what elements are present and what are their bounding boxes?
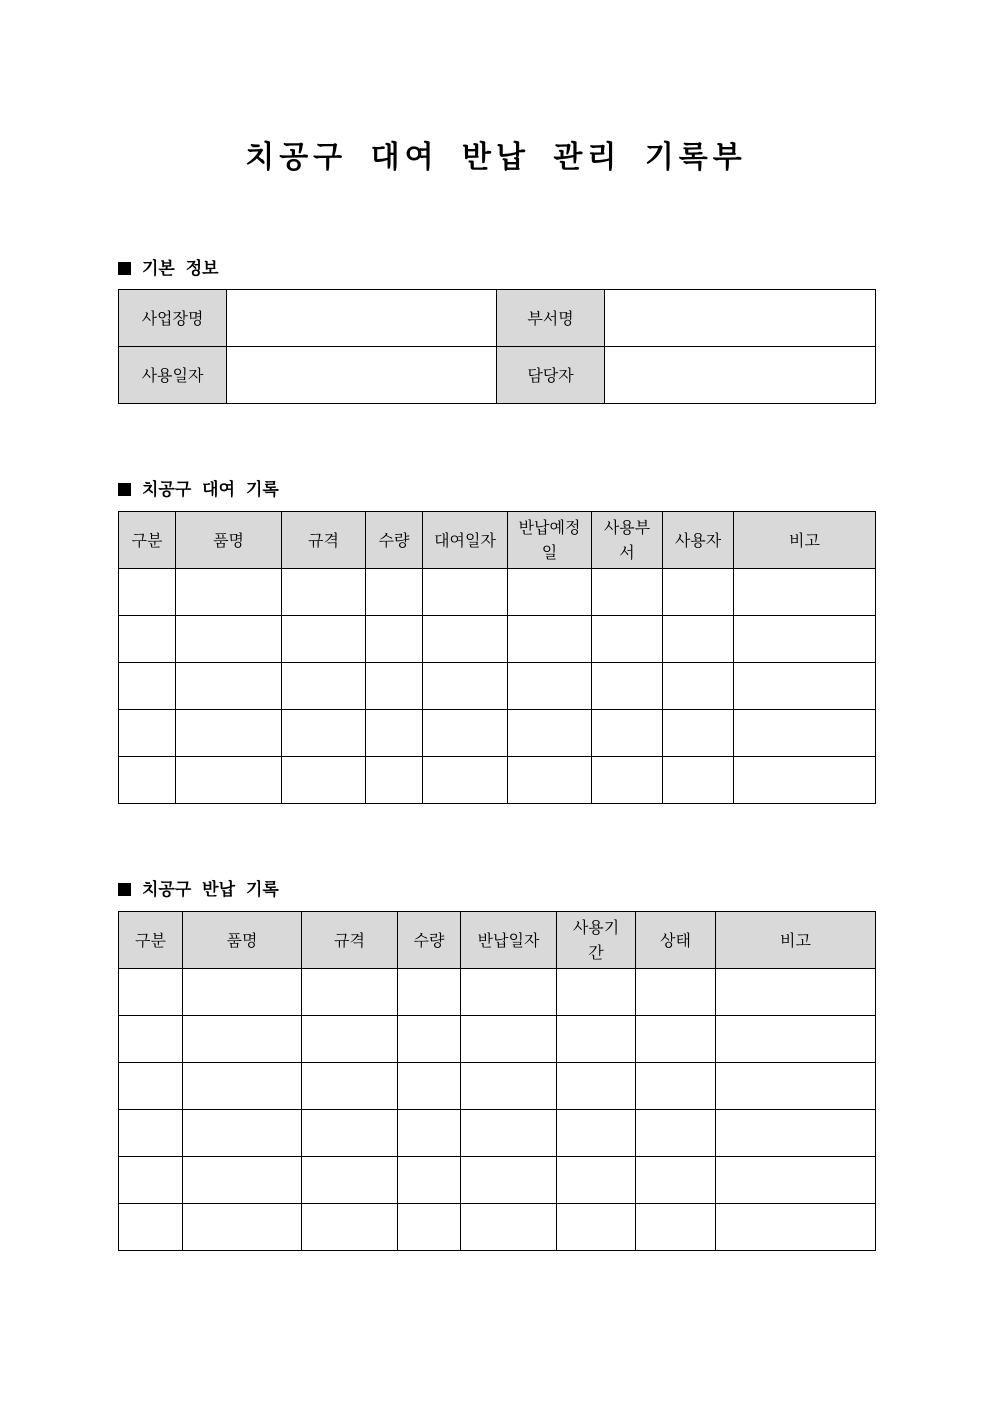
rental-cell[interactable] — [119, 757, 176, 804]
rental-cell[interactable] — [508, 757, 592, 804]
manager-label: 담당자 — [497, 347, 605, 404]
return-cell[interactable] — [557, 1063, 636, 1110]
return-cell[interactable] — [461, 1204, 557, 1251]
return-cell[interactable] — [119, 1157, 183, 1204]
return-row — [119, 1204, 876, 1251]
return-cell[interactable] — [183, 1016, 302, 1063]
rental-cell[interactable] — [592, 710, 663, 757]
rental-row — [119, 663, 876, 710]
rental-header-cell: 규격 — [282, 512, 366, 569]
return-cell[interactable] — [302, 1016, 398, 1063]
rental-cell[interactable] — [366, 616, 423, 663]
department-label: 부서명 — [497, 290, 605, 347]
rental-cell[interactable] — [119, 663, 176, 710]
department-field[interactable] — [605, 290, 876, 347]
rental-cell[interactable] — [176, 663, 282, 710]
section-heading-rental: 치공구 대여 기록 — [118, 475, 279, 500]
return-cell[interactable] — [398, 1110, 461, 1157]
rental-cell[interactable] — [423, 616, 508, 663]
return-cell[interactable] — [183, 1204, 302, 1251]
use-date-label: 사용일자 — [119, 347, 227, 404]
return-cell[interactable] — [183, 1157, 302, 1204]
rental-cell[interactable] — [592, 616, 663, 663]
section-heading-return: 치공구 반납 기록 — [118, 875, 279, 900]
rental-cell[interactable] — [508, 663, 592, 710]
return-cell[interactable] — [119, 969, 183, 1016]
return-cell[interactable] — [461, 969, 557, 1016]
rental-header-cell: 구분 — [119, 512, 176, 569]
return-cell[interactable] — [119, 1110, 183, 1157]
rental-cell[interactable] — [176, 757, 282, 804]
return-cell[interactable] — [398, 969, 461, 1016]
return-cell[interactable] — [716, 1063, 876, 1110]
rental-header-cell: 품명 — [176, 512, 282, 569]
rental-cell[interactable] — [366, 710, 423, 757]
return-row — [119, 1157, 876, 1204]
return-header-cell: 규격 — [302, 912, 398, 969]
manager-field[interactable] — [605, 347, 876, 404]
return-cell[interactable] — [716, 1157, 876, 1204]
rental-row — [119, 757, 876, 804]
return-cell[interactable] — [461, 1016, 557, 1063]
rental-cell[interactable] — [282, 757, 366, 804]
rental-cell[interactable] — [592, 569, 663, 616]
return-cell[interactable] — [302, 1110, 398, 1157]
rental-cell[interactable] — [592, 757, 663, 804]
return-cell[interactable] — [183, 1063, 302, 1110]
return-cell[interactable] — [302, 969, 398, 1016]
return-cell[interactable] — [636, 1204, 716, 1251]
return-cell[interactable] — [119, 1204, 183, 1251]
rental-header-cell: 비고 — [734, 512, 876, 569]
return-header-cell: 품명 — [183, 912, 302, 969]
return-header-cell: 상태 — [636, 912, 716, 969]
rental-cell[interactable] — [366, 569, 423, 616]
return-cell[interactable] — [302, 1157, 398, 1204]
return-cell[interactable] — [636, 1016, 716, 1063]
rental-cell[interactable] — [508, 616, 592, 663]
return-cell[interactable] — [119, 1016, 183, 1063]
return-cell[interactable] — [557, 1204, 636, 1251]
rental-cell[interactable] — [734, 757, 876, 804]
return-row — [119, 1110, 876, 1157]
return-header-cell: 사용기 간 — [557, 912, 636, 969]
rental-row — [119, 569, 876, 616]
return-cell[interactable] — [716, 1016, 876, 1063]
rental-cell[interactable] — [734, 616, 876, 663]
return-table — [118, 911, 876, 1251]
rental-header-cell: 사용부 서 — [592, 512, 663, 569]
rental-cell[interactable] — [423, 569, 508, 616]
return-row — [119, 1016, 876, 1063]
return-cell[interactable] — [302, 1063, 398, 1110]
return-cell[interactable] — [557, 1157, 636, 1204]
return-cell[interactable] — [716, 1204, 876, 1251]
return-cell[interactable] — [302, 1204, 398, 1251]
rental-header-cell: 수량 — [366, 512, 423, 569]
return-cell[interactable] — [636, 1063, 716, 1110]
rental-cell[interactable] — [734, 569, 876, 616]
rental-cell[interactable] — [282, 710, 366, 757]
square-bullet-icon — [118, 262, 131, 275]
rental-cell[interactable] — [366, 757, 423, 804]
rental-cell[interactable] — [119, 710, 176, 757]
rental-cell[interactable] — [176, 569, 282, 616]
rental-cell[interactable] — [282, 663, 366, 710]
return-cell[interactable] — [183, 1110, 302, 1157]
return-cell[interactable] — [398, 1063, 461, 1110]
return-header-cell: 비고 — [716, 912, 876, 969]
rental-cell[interactable] — [176, 710, 282, 757]
rental-cell[interactable] — [423, 757, 508, 804]
basic-info-table — [118, 289, 876, 404]
rental-cell[interactable] — [508, 710, 592, 757]
use-date-field[interactable] — [227, 347, 497, 404]
rental-cell[interactable] — [119, 569, 176, 616]
rental-cell[interactable] — [366, 663, 423, 710]
rental-row — [119, 616, 876, 663]
return-cell[interactable] — [398, 1016, 461, 1063]
return-cell[interactable] — [716, 1110, 876, 1157]
rental-cell[interactable] — [282, 616, 366, 663]
rental-header-cell: 대여일자 — [423, 512, 508, 569]
rental-cell[interactable] — [282, 569, 366, 616]
return-cell[interactable] — [636, 969, 716, 1016]
return-cell[interactable] — [716, 969, 876, 1016]
return-cell[interactable] — [398, 1157, 461, 1204]
return-cell[interactable] — [461, 1110, 557, 1157]
business-site-label: 사업장명 — [119, 290, 227, 347]
square-bullet-icon — [118, 883, 131, 896]
section-heading-basic: 기본 정보 — [118, 254, 219, 279]
rental-cell[interactable] — [663, 569, 734, 616]
rental-cell[interactable] — [734, 663, 876, 710]
rental-row — [119, 710, 876, 757]
rental-cell[interactable] — [663, 663, 734, 710]
return-cell[interactable] — [398, 1204, 461, 1251]
return-cell[interactable] — [183, 969, 302, 1016]
rental-cell[interactable] — [592, 663, 663, 710]
rental-table — [118, 511, 876, 804]
return-cell[interactable] — [636, 1157, 716, 1204]
rental-header-cell: 반납예정 일 — [508, 512, 592, 569]
rental-cell[interactable] — [119, 616, 176, 663]
square-bullet-icon — [118, 483, 131, 496]
rental-cell[interactable] — [423, 710, 508, 757]
rental-cell[interactable] — [663, 710, 734, 757]
return-cell[interactable] — [636, 1110, 716, 1157]
business-site-field[interactable] — [227, 290, 497, 347]
return-cell[interactable] — [557, 969, 636, 1016]
return-header-cell: 반납일자 — [461, 912, 557, 969]
rental-cell[interactable] — [176, 616, 282, 663]
rental-cell[interactable] — [734, 710, 876, 757]
return-row — [119, 969, 876, 1016]
rental-cell[interactable] — [508, 569, 592, 616]
return-cell[interactable] — [557, 1016, 636, 1063]
rental-header-cell: 사용자 — [663, 512, 734, 569]
return-cell[interactable] — [557, 1110, 636, 1157]
rental-cell[interactable] — [663, 757, 734, 804]
return-cell[interactable] — [119, 1063, 183, 1110]
rental-cell[interactable] — [423, 663, 508, 710]
return-cell[interactable] — [461, 1157, 557, 1204]
return-row — [119, 1063, 876, 1110]
return-cell[interactable] — [461, 1063, 557, 1110]
return-header-cell: 구분 — [119, 912, 183, 969]
page-title: 치공구 대여 반납 관리 기록부 — [245, 140, 747, 175]
return-header-cell: 수량 — [398, 912, 461, 969]
rental-cell[interactable] — [663, 616, 734, 663]
